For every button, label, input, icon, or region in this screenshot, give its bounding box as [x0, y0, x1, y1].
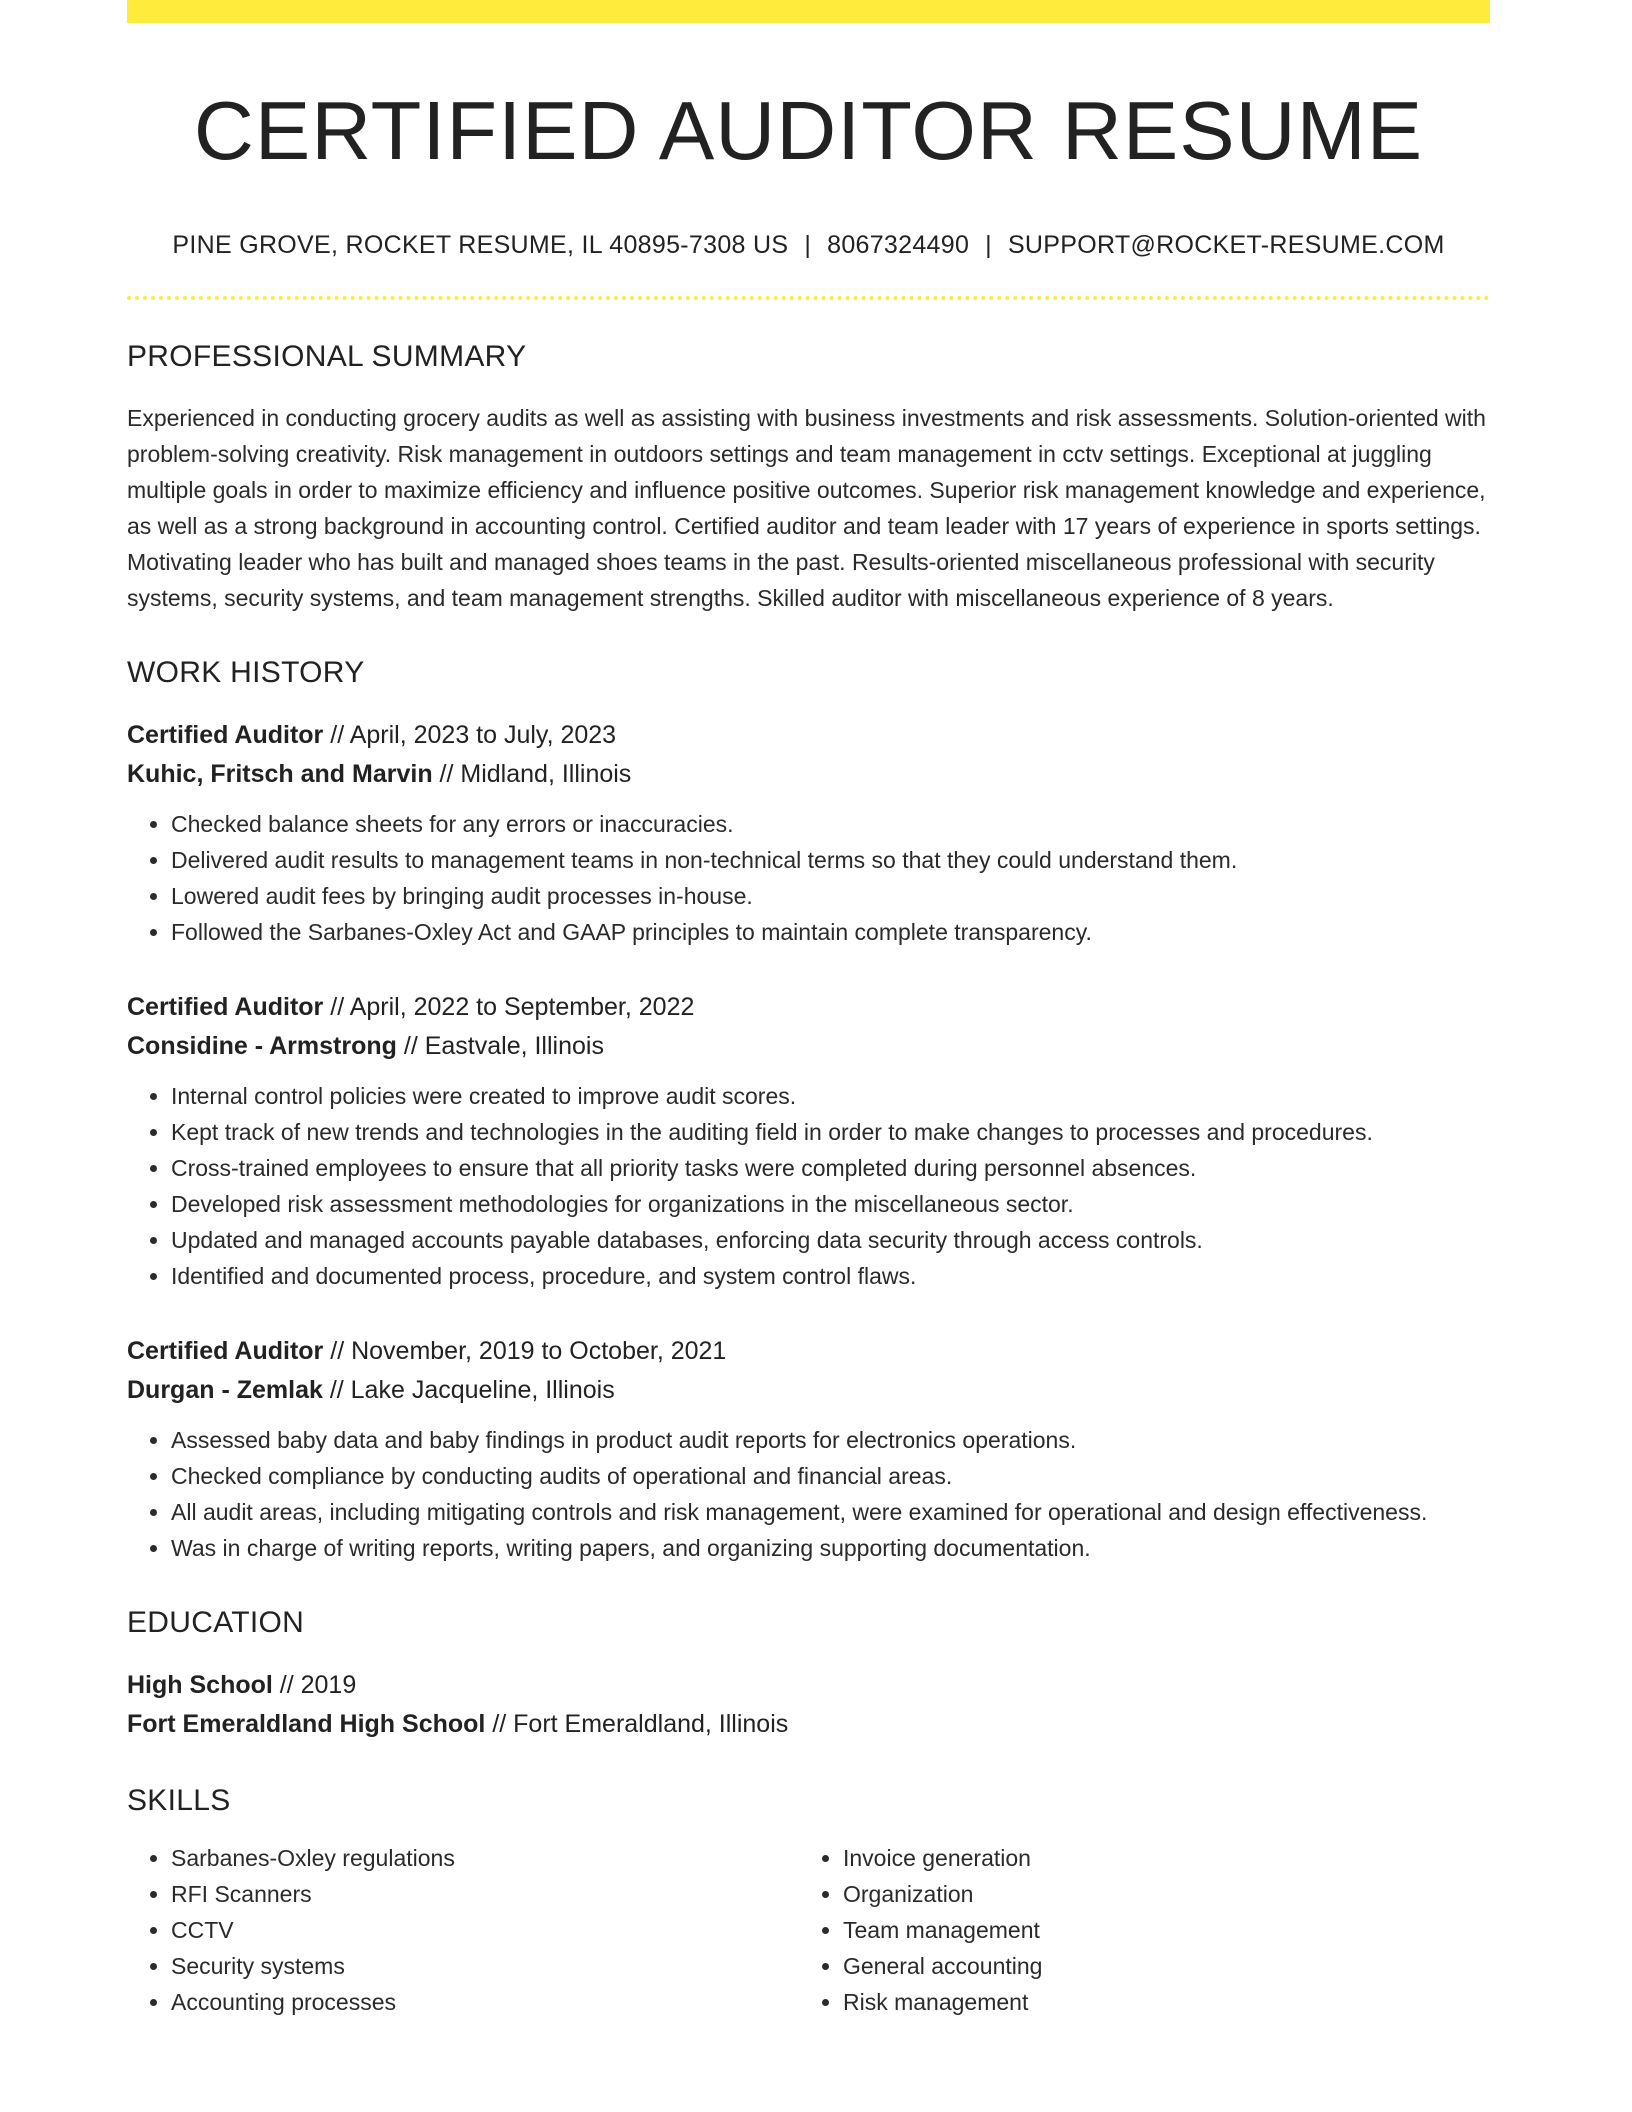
summary-heading: PROFESSIONAL SUMMARY — [127, 340, 527, 374]
job-entry — [127, 988, 1490, 1294]
job-title: Certified Auditor — [127, 721, 324, 750]
skill-item: • Invoice generation — [843, 1840, 1471, 1876]
skills-column-right — [799, 1840, 1471, 2020]
job-bullet: • Followed the Sarbanes-Oxley Act and GAAP principles to maintain complete transparency. — [171, 914, 1490, 950]
job-title-line — [127, 716, 1490, 755]
job-title-line — [127, 1332, 1490, 1371]
contact-phone: 8067324490 — [827, 231, 970, 260]
job-bullet: • All audit areas, including mitigating controls and risk management, were examined for operational and design effectiveness. — [171, 1494, 1490, 1530]
job-dates: // April, 2023 to July, 2023 — [323, 721, 617, 750]
contact-email: SUPPORT@ROCKET-RESUME.COM — [1007, 231, 1445, 260]
job-bullet: • Checked compliance by conducting audits of operational and financial areas. — [171, 1458, 1490, 1494]
skills-column-left — [127, 1840, 799, 2020]
skills-heading: SKILLS — [127, 1784, 231, 1818]
education-degree-line — [127, 1666, 1490, 1705]
job-company-line — [127, 1371, 1490, 1410]
job-company-line — [127, 755, 1490, 794]
contact-line — [127, 231, 1490, 260]
job-location: // Eastvale, Illinois — [396, 1032, 604, 1061]
job-entry — [127, 1332, 1490, 1566]
education-heading: EDUCATION — [127, 1606, 305, 1640]
resume-page — [127, 0, 1490, 2020]
job-bullets — [127, 1078, 1490, 1294]
job-bullet: • Assessed baby data and baby findings in product audit reports for electronics operations. — [171, 1422, 1490, 1458]
work-history-heading: WORK HISTORY — [127, 656, 365, 690]
skill-item: • General accounting — [843, 1948, 1471, 1984]
skill-item: • Accounting processes — [171, 1984, 799, 2020]
job-title: Certified Auditor — [127, 1337, 324, 1366]
skill-item: • Security systems — [171, 1948, 799, 1984]
skills-list — [127, 1840, 1490, 2020]
job-bullet: • Was in charge of writing reports, writing papers, and organizing supporting documentation. — [171, 1530, 1490, 1566]
header-divider — [127, 296, 1490, 300]
job-company: Kuhic, Fritsch and Marvin — [127, 760, 433, 789]
page-title: CERTIFIED AUDITOR RESUME — [193, 84, 1424, 177]
education-degree: High School — [127, 1671, 273, 1700]
accent-top-bar — [127, 0, 1490, 23]
job-location: // Lake Jacqueline, Illinois — [322, 1376, 615, 1405]
job-company-line — [127, 1027, 1490, 1066]
contact-address: PINE GROVE, ROCKET RESUME, IL 40895-7308 US — [172, 231, 789, 260]
summary-text: Experienced in conducting grocery audits as well as assisting with business investments and risk assessments. Solution-oriented with problem-solving creativity. Risk management in outdoors settings and team management in cctv settings. Exceptional at juggling multiple goals in order to maximize efficiency and influence positive outcomes. Superior risk management knowledge and experience, as well as a strong background in accounting control. Certified auditor and team leader with 17 years of experience in sports settings. Motivating leader who has built and managed shoes teams in the past. Results-oriented miscellaneous professional with security systems, security systems, and team management strengths. Skilled auditor with miscellaneous experience of 8 years. — [127, 405, 1486, 612]
skill-item: • Organization — [843, 1876, 1471, 1912]
job-bullet: • Updated and managed accounts payable databases, enforcing data security through access controls. — [171, 1222, 1490, 1258]
job-dates: // April, 2022 to September, 2022 — [323, 993, 695, 1022]
job-company: Considine - Armstrong — [127, 1032, 397, 1061]
job-entry — [127, 716, 1490, 950]
job-bullet: • Developed risk assessment methodologies for organizations in the miscellaneous sector. — [171, 1186, 1490, 1222]
skill-item: • CCTV — [171, 1912, 799, 1948]
job-title: Certified Auditor — [127, 993, 324, 1022]
job-bullet: • Cross-trained employees to ensure that all priority tasks were completed during personnel absences. — [171, 1150, 1490, 1186]
job-bullet: • Kept track of new trends and technologies in the auditing field in order to make changes to processes and procedures. — [171, 1114, 1490, 1150]
contact-separator: | — [985, 231, 992, 260]
job-bullet: • Internal control policies were created to improve audit scores. — [171, 1078, 1490, 1114]
job-title-line — [127, 988, 1490, 1027]
job-bullet: • Lowered audit fees by bringing audit processes in-house. — [171, 878, 1490, 914]
education-school: Fort Emeraldland High School — [127, 1710, 486, 1739]
skill-item: • Team management — [843, 1912, 1471, 1948]
skill-item: • Sarbanes-Oxley regulations — [171, 1840, 799, 1876]
job-dates: // November, 2019 to October, 2021 — [323, 1337, 727, 1366]
education-entry — [127, 1666, 1490, 1744]
job-bullet: • Checked balance sheets for any errors or inaccuracies. — [171, 806, 1490, 842]
job-location: // Midland, Illinois — [432, 760, 632, 789]
job-bullets — [127, 806, 1490, 950]
education-year: // 2019 — [272, 1671, 357, 1700]
job-bullet: • Identified and documented process, procedure, and system control flaws. — [171, 1258, 1490, 1294]
skill-item: • RFI Scanners — [171, 1876, 799, 1912]
education-school-line — [127, 1705, 1490, 1744]
job-company: Durgan - Zemlak — [127, 1376, 323, 1405]
skill-item: • Risk management — [843, 1984, 1471, 2020]
education-location: // Fort Emeraldland, Illinois — [485, 1710, 789, 1739]
job-bullets — [127, 1422, 1490, 1566]
job-bullet: • Delivered audit results to management teams in non-technical terms so that they could understand them. — [171, 842, 1490, 878]
contact-separator: | — [804, 231, 812, 260]
